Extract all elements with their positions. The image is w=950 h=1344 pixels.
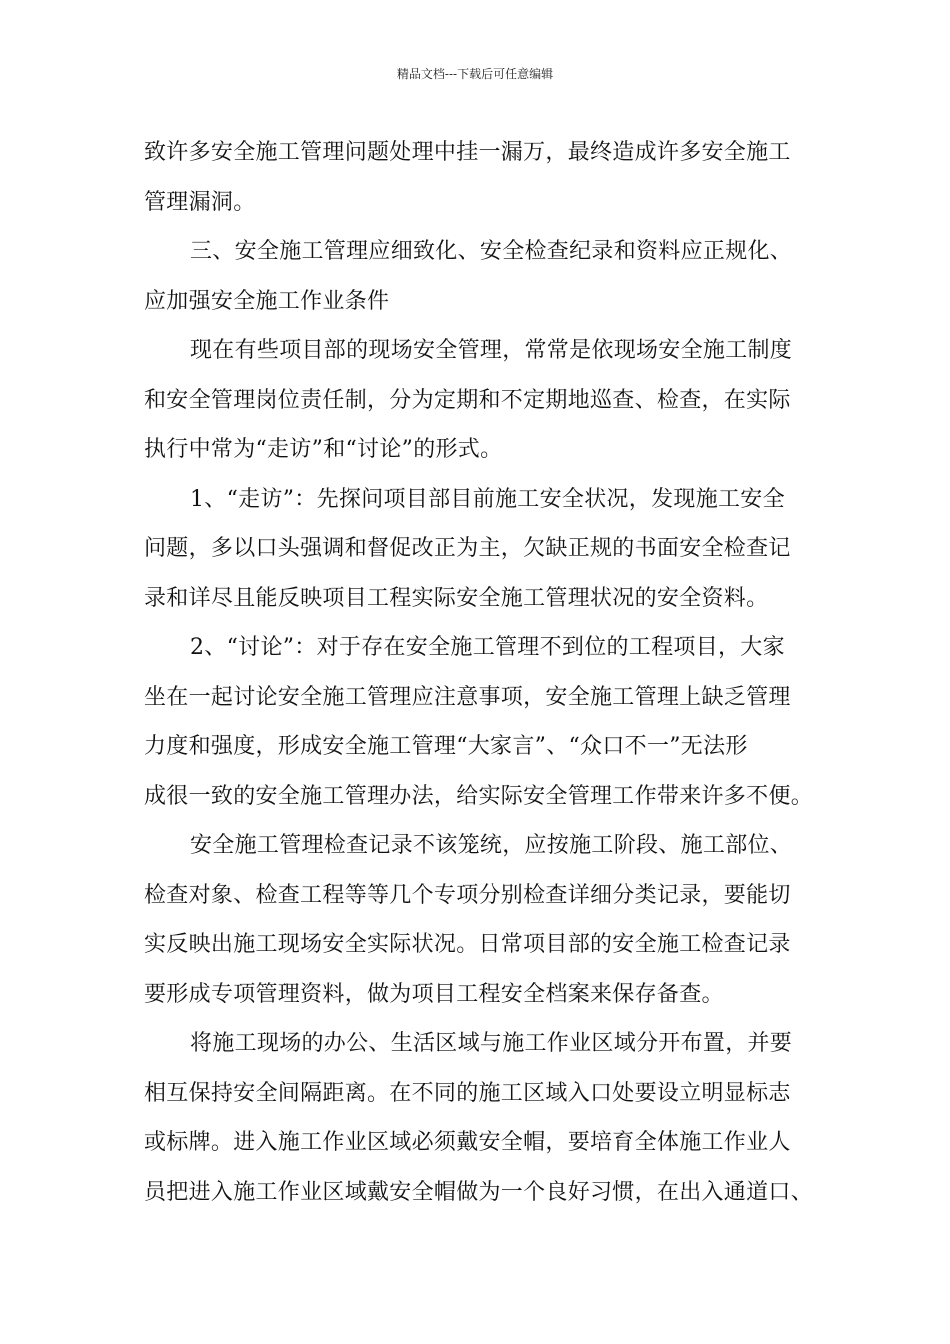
paragraph-line: 相互保持安全间隔距离。在不同的施工区域入口处要设立明显标志 xyxy=(144,1080,791,1106)
paragraph xyxy=(144,326,824,475)
paragraph-line: 力度和强度，形成安全施工管理“大家言”、“众口不一”无法形 xyxy=(144,734,748,759)
paragraph-line: 2、“讨论”：对于存在安全施工管理不到位的工程项目，大家 xyxy=(190,635,785,660)
paragraph xyxy=(144,1019,824,1217)
document-body xyxy=(144,128,824,1217)
paragraph-line: 应加强安全施工作业条件 xyxy=(144,288,390,314)
paragraph xyxy=(144,821,824,1019)
paragraph-line: 问题，多以口头强调和督促改正为主，欠缺正规的书面安全检查记 xyxy=(144,536,791,561)
paragraph-line: 将施工现场的办公、生活区域与施工作业区域分开布置，并要 xyxy=(190,1031,793,1056)
paragraph xyxy=(144,475,824,624)
paragraph-line: 录和详尽且能反映项目工程实际安全施工管理状况的安全资料。 xyxy=(144,585,769,611)
paragraph-line: 和安全管理岗位责任制，分为定期和不定期地巡查、检查，在实际 xyxy=(144,387,791,413)
paragraph-line: 1、“走访”：先探问项目部目前施工安全状况，发现施工安全 xyxy=(190,486,785,512)
paragraph-line: 三、安全施工管理应细致化、安全检查纪录和资料应正规化、 xyxy=(190,239,793,264)
paragraph-line: 或标牌。进入施工作业区域必须戴安全帽，要培育全体施工作业人 xyxy=(144,1130,791,1155)
page-header: 精品文档---下载后可任意编辑 xyxy=(396,67,554,81)
paragraph-line: 致许多安全施工管理问题处理中挂一漏万，最终造成许多安全施工 xyxy=(144,140,791,165)
paragraph-line: 检查对象、检查工程等等几个专项分别检查详细分类记录，要能切 xyxy=(144,882,791,908)
paragraph-line: 管理漏洞。 xyxy=(144,189,256,215)
paragraph-line: 现在有些项目部的现场安全管理，常常是依现场安全施工制度 xyxy=(190,338,793,363)
paragraph-line: 执行中常为“走访”和“讨论”的形式。 xyxy=(144,437,503,462)
paragraph-line: 安全施工管理检查记录不该笼统，应按施工阶段、施工部位、 xyxy=(190,833,793,858)
paragraph-line: 成很一致的安全施工管理办法，给实际安全管理工作带来许多不便。 xyxy=(144,783,814,809)
paragraph xyxy=(144,623,824,821)
paragraph-line: 实反映出施工现场安全实际状况。日常项目部的安全施工检查记录 xyxy=(144,932,791,957)
paragraph-line: 员把进入施工作业区域戴安全帽做为一个良好习惯，在出入通道口、 xyxy=(144,1179,814,1205)
paragraph-line: 要形成专项管理资料，做为项目工程安全档案来保存备查。 xyxy=(144,981,724,1007)
section-heading xyxy=(144,227,824,326)
paragraph-line: 坐在一起讨论安全施工管理应注意事项，安全施工管理上缺乏管理 xyxy=(144,684,791,710)
paragraph xyxy=(144,128,824,227)
